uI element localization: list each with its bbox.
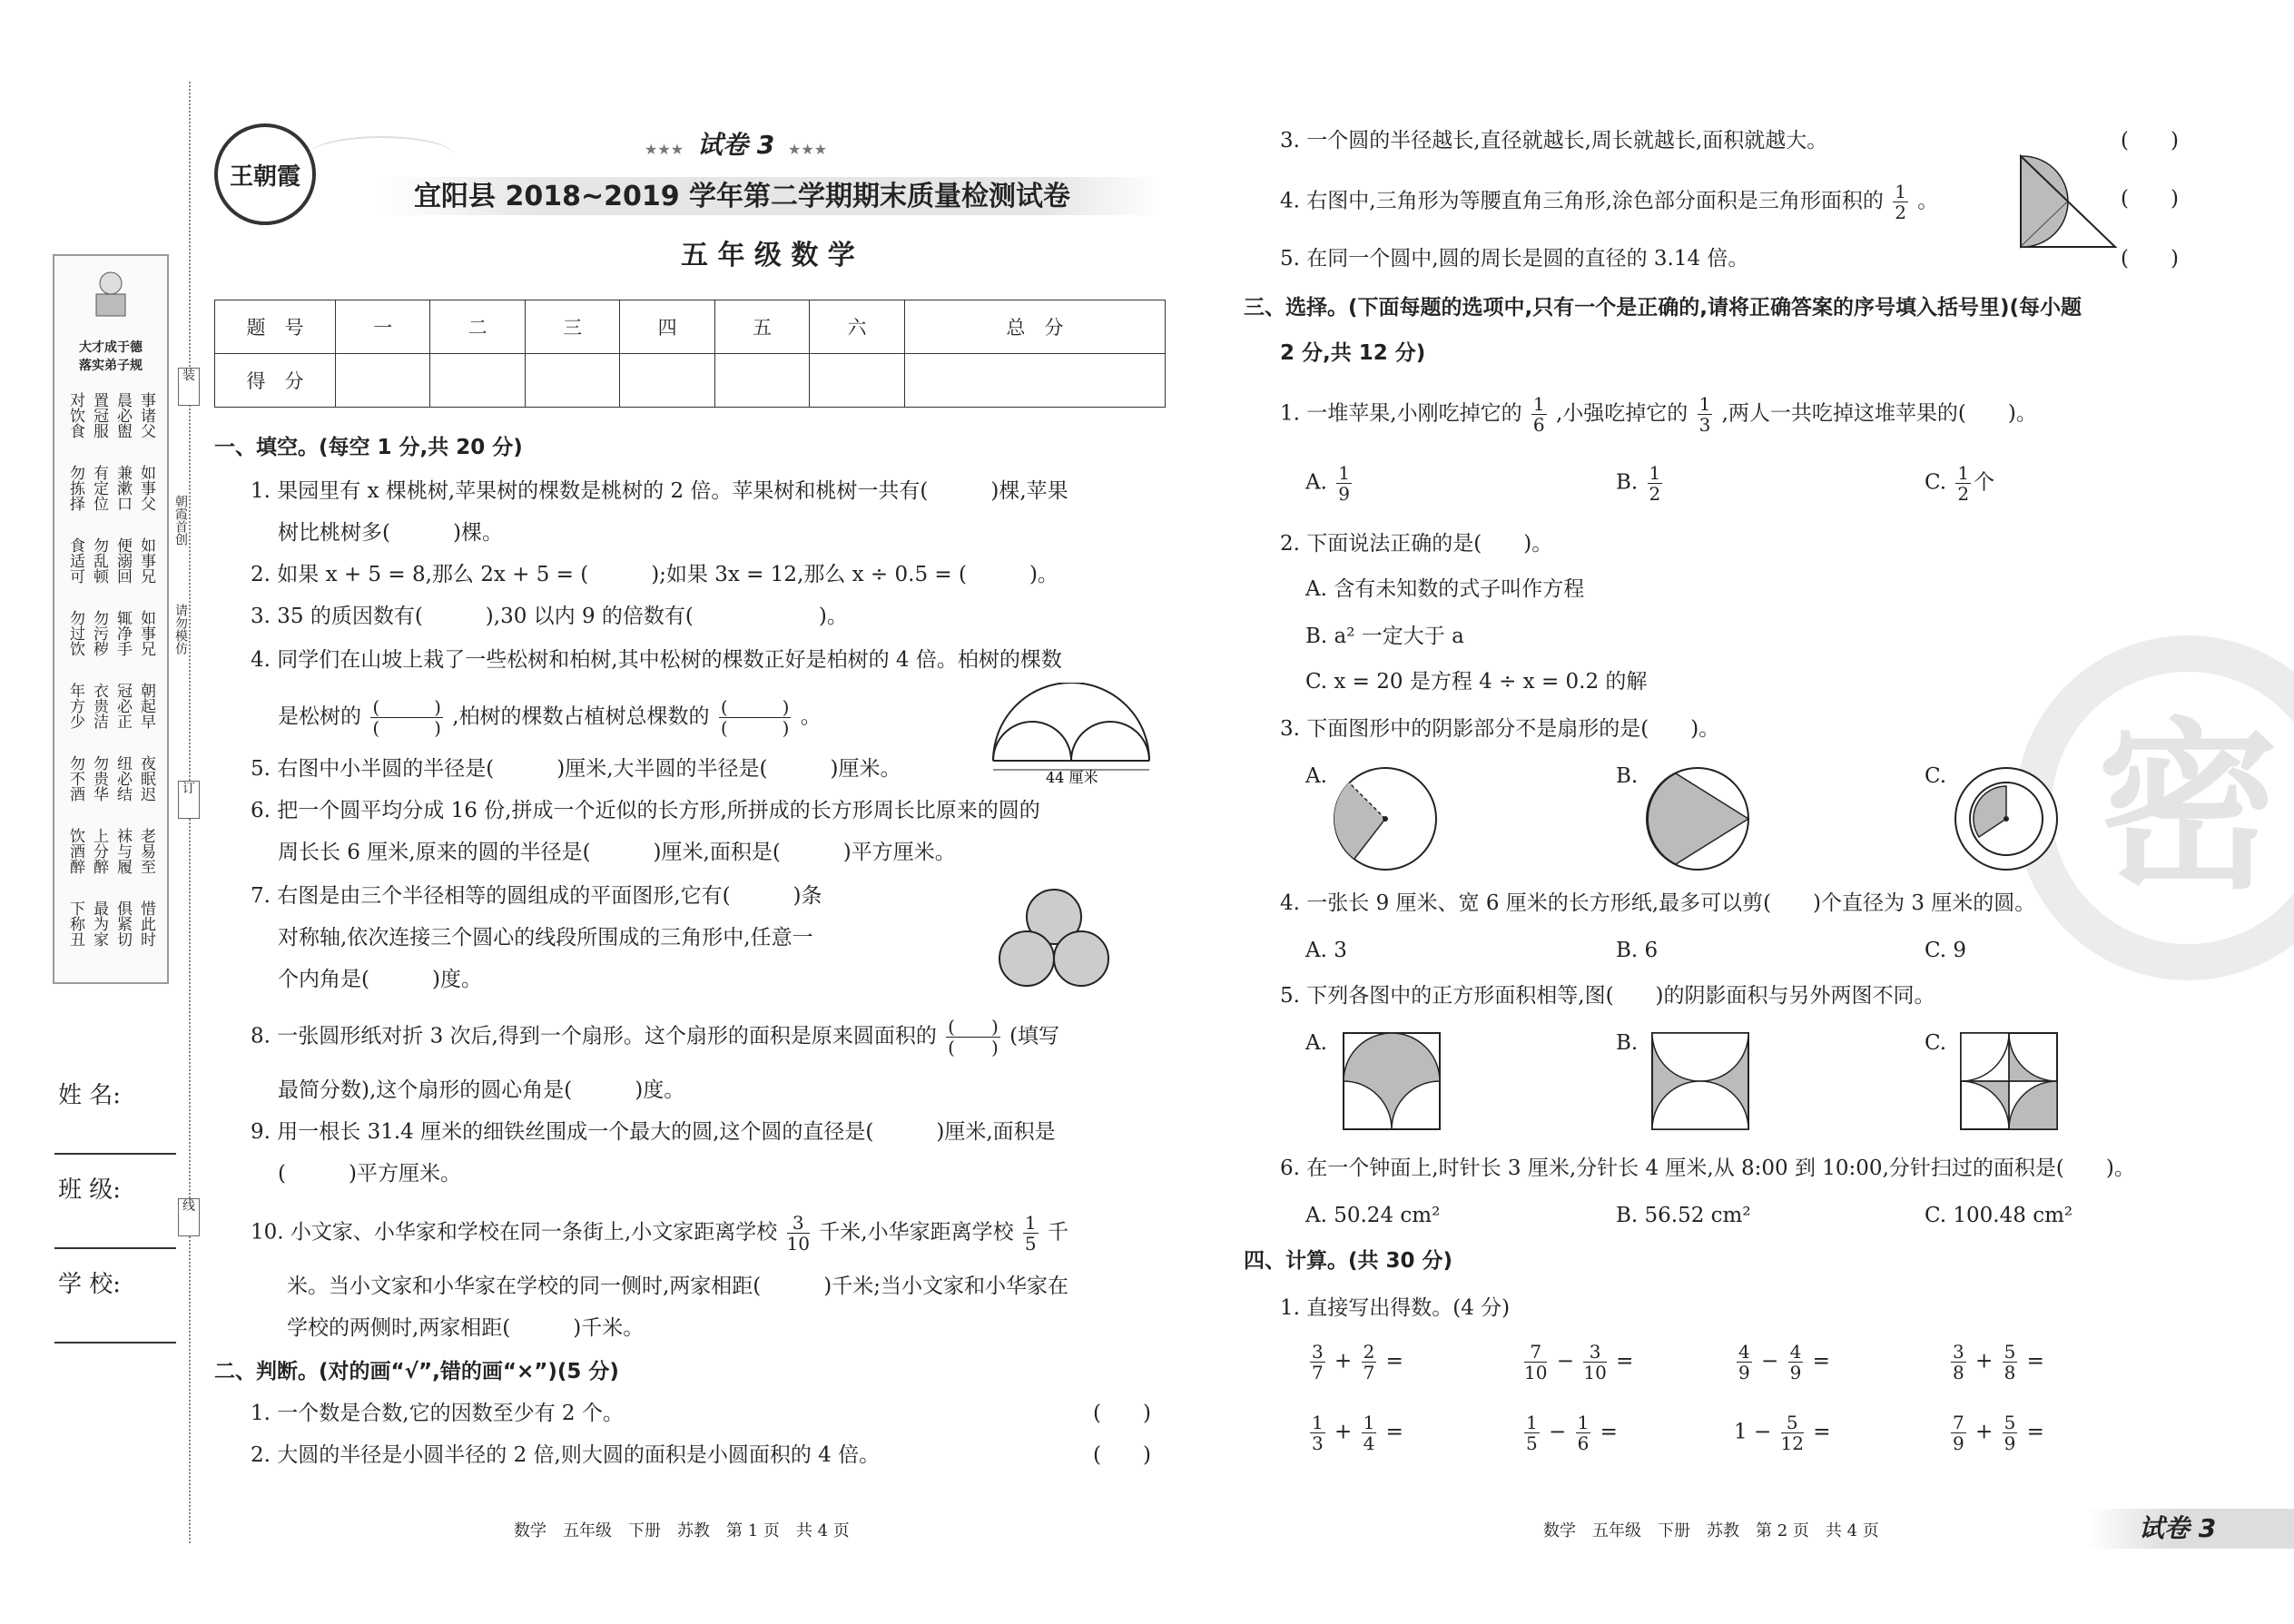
choice-text: ,两人一共吃掉这堆苹果的( )。	[1721, 401, 2037, 426]
score-table	[214, 300, 1166, 408]
q4-line-b	[278, 697, 822, 738]
sidebar-verse-column: 下称丑	[66, 901, 84, 947]
three-circles-figure	[997, 886, 1111, 989]
sidebar-verse-column: 有定位	[90, 465, 108, 511]
sidebar-verse-column: 便溺回	[113, 537, 132, 584]
stars-right: ★★★	[788, 141, 828, 158]
stars-left: ★★★	[645, 141, 684, 158]
blank-fraction[interactable]: $\frac{( )}{( )}$	[372, 696, 441, 739]
fraction: $\frac{1}{6}$	[1577, 1412, 1590, 1454]
fraction: $\frac{5}{8}$	[2004, 1341, 2016, 1383]
sidebar-verse-column: 袜与履	[113, 828, 132, 874]
equals-sign: =	[2020, 1420, 2044, 1444]
choice-q2-option-c[interactable]: C. x = 20 是方程 4 ÷ x = 0.2 的解	[1305, 670, 1648, 694]
score-table-score-row	[215, 354, 1166, 408]
sidebar-verse-column: 上分醉	[90, 828, 108, 874]
fraction: $\frac{1}{3}$	[1312, 1412, 1324, 1454]
brand-logo	[214, 123, 316, 225]
equals-sign: =	[1806, 1349, 1830, 1373]
semicircles-figure	[989, 683, 1153, 784]
calc-expression	[1948, 1412, 2044, 1453]
fraction: $\frac{7}{10}$	[1524, 1341, 1548, 1383]
choice-q1-option-a[interactable]: A. $\frac{1}{9}$	[1305, 462, 1350, 505]
square-figure-a	[1342, 1031, 1443, 1133]
integer: 1	[1734, 1420, 1748, 1444]
fraction: $\frac{1}{5}$	[1024, 1212, 1037, 1255]
side-note: 请勿模仿	[173, 604, 188, 655]
choice-q4-option-c[interactable]: C. 9	[1925, 939, 1967, 962]
judge-answer-5[interactable]: ( )	[2121, 247, 2179, 271]
q4-line-a: 4. 同学们在山坡上栽了一些松树和柏树,其中松树的棵数正好是柏树的 4 倍。柏树的棵数	[251, 648, 1062, 672]
judge-answer-3[interactable]: ( )	[2121, 129, 2179, 153]
section2-heading: 二、判断。(对的画“√”,错的画“×”)(5 分)	[214, 1360, 619, 1383]
sidebar-verse-column: 惜此时	[137, 901, 155, 947]
q6-line-a: 6. 把一个圆平均分成 16 份,拼成一个近似的长方形,所拼成的长方形周长比原来的圆的	[251, 799, 1040, 822]
page-footer-left: 数学 五年级 下册 苏教 第 1 页 共 4 页	[514, 1521, 850, 1540]
sidebar-verse-column: 事诸父	[137, 392, 155, 438]
q7-line-c: 个内角是( )度。	[278, 968, 482, 991]
choice-q5-option-c[interactable]: C.	[1925, 1031, 1947, 1055]
judge-answer-4[interactable]: ( )	[2121, 187, 2179, 211]
equals-sign: =	[1379, 1349, 1403, 1373]
fraction: $\frac{1}{5}$	[1526, 1412, 1538, 1454]
sidebar-verse-column: 老易至	[137, 828, 155, 874]
q8-line-b: 最简分数),这个扇形的圆心角是( )度。	[278, 1078, 685, 1102]
page-footer-right: 数学 五年级 下册 苏教 第 2 页 共 4 页	[1543, 1521, 1879, 1540]
choice-q2-option-a[interactable]: A. 含有未知数的式子叫作方程	[1305, 577, 1585, 601]
calc-expression	[1521, 1412, 1618, 1453]
name-field[interactable]	[54, 1153, 176, 1155]
q8-text: (填写	[1009, 1024, 1060, 1048]
section1-heading: 一、填空。(每空 1 分,共 20 分)	[214, 436, 523, 459]
subject-subtitle: 五 年 级 数 学	[681, 240, 855, 271]
q10-text: 千米,小华家距离学校	[819, 1220, 1014, 1245]
operator: +	[1327, 1349, 1359, 1373]
sidebar-verse-column: 晨必盥	[113, 392, 132, 438]
sidebar-verse-column: 置冠服	[90, 392, 108, 438]
footer-badge: 试卷 3	[2139, 1513, 2217, 1543]
operator: +	[1327, 1420, 1359, 1444]
table-cell: 三	[525, 300, 619, 354]
sidebar-verse-column: 食适可	[66, 537, 84, 584]
choice-q3: 3. 下面图形中的阴影部分不是扇形的是( )。	[1280, 717, 1720, 741]
fraction: $\frac{3}{7}$	[1312, 1341, 1324, 1383]
exam-title: 宜阳县 2018~2019 学年第二学期期末质量检测试卷	[414, 181, 1071, 212]
operator: +	[1968, 1349, 2000, 1373]
fraction: $\frac{1}{2}$	[1895, 181, 1906, 223]
q10-line-a	[251, 1213, 1068, 1254]
choice-q5-option-b[interactable]: B.	[1616, 1031, 1639, 1055]
fraction: $\frac{1}{3}$	[1698, 393, 1711, 436]
q4-text: 。	[800, 704, 822, 729]
fraction: $\frac{3}{8}$	[1953, 1341, 1964, 1383]
choice-q3-option-c[interactable]: C.	[1925, 764, 1947, 788]
judge-item-2: 2. 大圆的半径是小圆半径的 2 倍,则大圆的面积是小圆面积的 4 倍。	[251, 1443, 881, 1467]
table-cell: 题 号	[215, 300, 336, 354]
sidebar-verse-column: 俱紧切	[113, 901, 132, 947]
sidebar-verse-column: 勿不酒	[66, 755, 84, 802]
circle-figure-b	[1643, 764, 1752, 873]
q8-text: 8. 一张圆形纸对折 3 次后,得到一个扇形。这个扇形的面积是原来圆面积的	[251, 1024, 937, 1048]
choice-q6: 6. 在一个钟面上,时针长 3 厘米,分针长 4 厘米,从 8:00 到 10:00,分针扫过的面积是( )。	[1280, 1156, 2135, 1180]
circle-figure-c	[1952, 764, 2061, 873]
sidebar-verse-column: 对饮食	[66, 392, 84, 438]
name-label: 姓 名:	[58, 1082, 122, 1109]
judge-item-5: 5. 在同一个圆中,圆的周长是圆的直径的 3.14 倍。	[1280, 247, 1749, 271]
equals-sign: =	[1593, 1420, 1618, 1444]
section3-heading-cont: 2 分,共 12 分)	[1280, 341, 1426, 365]
table-cell: 总 分	[904, 300, 1165, 354]
sidebar-verse-column: 夜眠迟	[137, 755, 155, 802]
calc-expression	[1307, 1412, 1403, 1453]
q10-line-b: 米。当小文家和小华家在学校的同一侧时,两家相距( )千米;当小文家和小华家在	[287, 1275, 1069, 1298]
table-cell: 六	[810, 300, 904, 354]
choice-q4-option-b[interactable]: B. 6	[1616, 939, 1659, 962]
score-input-cell[interactable]	[904, 354, 1165, 408]
fraction: $\frac{4}{9}$	[1789, 1341, 1802, 1383]
choice-q1-option-b[interactable]: B. $\frac{1}{2}$	[1616, 462, 1661, 505]
logo-text: 王朝霞	[229, 163, 300, 191]
triangle-figure	[2017, 153, 2119, 249]
choice-q6-option-c[interactable]: C. 100.48 cm²	[1925, 1204, 2073, 1227]
sidebar-verse-column: 勿过饮	[66, 610, 84, 656]
operator: −	[1747, 1420, 1778, 1444]
binding-oval: 装	[178, 368, 200, 406]
choice-q6-option-b[interactable]: B. 56.52 cm²	[1616, 1204, 1751, 1227]
circle-figure-a	[1331, 764, 1440, 873]
choice-q4: 4. 一张长 9 厘米、宽 6 厘米的长方形纸,最多可以剪( )个直径为 3 厘米的圆。	[1280, 891, 2036, 915]
school-label: 学 校:	[58, 1271, 122, 1298]
sidebar-verse-column: 年方少	[66, 683, 84, 729]
score-input-cell[interactable]	[810, 354, 904, 408]
score-input-cell[interactable]	[430, 354, 525, 408]
score-table-header-row	[215, 300, 1166, 354]
watermark-text: 密	[2096, 701, 2279, 914]
school-field[interactable]	[54, 1342, 176, 1343]
fraction: $\frac{5}{9}$	[2004, 1412, 2016, 1454]
square-figure-c	[1959, 1031, 2061, 1133]
sidebar-verse-columns	[60, 392, 162, 973]
calc-q1: 1. 直接写出得数。(4 分)	[1280, 1296, 1511, 1320]
q2-line: 2. 如果 x + 5 = 8,那么 2x + 5 = ( );如果 3x = 12,那么 x ÷ 0.5 = ( )。	[251, 563, 1058, 586]
equals-sign: =	[1609, 1349, 1634, 1373]
table-cell: 四	[620, 300, 714, 354]
sidebar-verse-column: 兼漱口	[113, 465, 132, 511]
binding-oval: 线	[178, 1198, 200, 1236]
operator: −	[1550, 1349, 1581, 1373]
operator: +	[1968, 1420, 2000, 1444]
equals-sign: =	[1807, 1420, 1831, 1444]
sidebar-motto-panel	[53, 254, 169, 984]
q9-line-b: ( )平方厘米。	[278, 1162, 461, 1186]
choice-text: 1. 一堆苹果,小刚吃掉它的	[1280, 401, 1522, 426]
q3-line: 3. 35 的质因数有( ),30 以内 9 的倍数有( )。	[251, 605, 848, 628]
sidebar-verse-column: 勿拣择	[66, 465, 84, 511]
paper-badge: 试卷 3	[697, 130, 775, 160]
q10-text: 10. 小文家、小华家和学校在同一条街上,小文家距离学校	[251, 1220, 778, 1245]
blank-fraction[interactable]: $\frac{( )}{( )}$	[720, 696, 790, 739]
choice-q6-option-a[interactable]: A. 50.24 cm²	[1305, 1204, 1441, 1227]
square-figure-b	[1650, 1031, 1752, 1133]
sidebar-verse-column: 勿污秽	[90, 610, 108, 656]
scholar-figure-icon	[89, 269, 133, 318]
judge-item-4	[1280, 182, 1938, 222]
ribbon-decoration	[309, 136, 454, 174]
fraction: $\frac{1}{4}$	[1363, 1412, 1375, 1454]
table-cell: 二	[430, 300, 525, 354]
q7-line-b: 对称轴,依次连接三个圆心的线段所围成的三角形中,任意一	[278, 926, 813, 950]
fraction: $\frac{3}{10}$	[786, 1212, 810, 1255]
sidebar-verse-column: 冠必正	[113, 683, 132, 729]
sidebar-verse-column: 如事兄	[137, 537, 155, 584]
score-input-cell[interactable]	[336, 354, 430, 408]
sidebar-verse-column: 纽必结	[113, 755, 132, 802]
table-cell: 五	[714, 300, 809, 354]
calc-expression	[1948, 1342, 2044, 1383]
class-field[interactable]	[54, 1247, 176, 1249]
table-cell: 一	[336, 300, 430, 354]
q1-line-b: 树比桃树多( )棵。	[278, 521, 503, 545]
equals-sign: =	[1379, 1420, 1403, 1444]
q4-text: ,柏树的棵数占植树总棵数的	[452, 704, 710, 729]
table-cell: 得 分	[215, 354, 336, 408]
choice-q3-option-b[interactable]: B.	[1616, 764, 1639, 788]
sidebar-verse-column: 辄净手	[113, 610, 132, 656]
fraction: $\frac{5}{12}$	[1780, 1412, 1804, 1454]
fraction: $\frac{4}{9}$	[1738, 1341, 1750, 1383]
q10-text: 千	[1047, 1220, 1068, 1245]
q8-line-a	[251, 1017, 1059, 1058]
q6-line-b: 周长长 6 厘米,原来的圆的半径是( )厘米,面积是( )平方厘米。	[278, 841, 956, 864]
sidebar-verse-column: 如事父	[137, 465, 155, 511]
sidebar-verse-column: 勿贵华	[90, 755, 108, 802]
q4-text: 是松树的	[278, 704, 361, 729]
q10-line-c: 学校的两侧时,两家相距( )千米。	[287, 1316, 645, 1340]
q1-line-a: 1. 果园里有 x 棵桃树,苹果树的棵数是桃树的 2 倍。苹果树和桃树一共有( )棵,苹果	[251, 479, 1068, 503]
choice-q5: 5. 下列各图中的正方形面积相等,图( )的阴影面积与另外两图不同。	[1280, 984, 1935, 1008]
calc-expression	[1307, 1342, 1403, 1383]
judge-item-1: 1. 一个数是合数,它的因数至少有 2 个。	[251, 1402, 624, 1425]
class-label: 班 级:	[58, 1176, 122, 1204]
choice-q5-option-a[interactable]: A.	[1305, 1031, 1327, 1055]
sidebar-verse-column: 勿乱顿	[90, 537, 108, 584]
judge-item-3: 3. 一个圆的半径越长,直径就越长,周长就越长,面积就越大。	[1280, 129, 1828, 153]
sidebar-verse-column: 衣贵洁	[90, 683, 108, 729]
sidebar-motto-line: 落实弟子规	[79, 359, 143, 373]
calc-expression	[1734, 1342, 1830, 1383]
operator: −	[1541, 1420, 1573, 1444]
operator: −	[1754, 1349, 1786, 1373]
fraction: $\frac{1}{6}$	[1532, 393, 1545, 436]
fraction: $\frac{3}{10}$	[1583, 1341, 1607, 1383]
judge-answer-2[interactable]: ( )	[1093, 1443, 1151, 1467]
blank-fraction[interactable]: $\frac{( )}{( )}$	[948, 1016, 999, 1058]
binding-oval: 订	[178, 781, 200, 819]
score-input-cell[interactable]	[525, 354, 619, 408]
sidebar-verse-column: 饮酒醉	[66, 828, 84, 874]
section4-heading: 四、计算。(共 30 分)	[1244, 1249, 1453, 1273]
section3-heading: 三、选择。(下面每题的选项中,只有一个是正确的,请将正确答案的序号填入括号里)(每小题	[1244, 296, 2082, 320]
sidebar-verse-column: 朝起早	[137, 683, 155, 729]
sidebar-motto-line: 大才成于德	[79, 340, 143, 355]
calc-expression	[1521, 1342, 1633, 1383]
judge-text: 4. 右图中,三角形为等腰直角三角形,涂色部分面积是三角形面积的	[1280, 189, 1884, 213]
fraction: $\frac{7}{9}$	[1953, 1412, 1964, 1454]
q9-line-a: 9. 用一根长 31.4 厘米的细铁丝围成一个最大的圆,这个圆的直径是( )厘米,面积是	[251, 1120, 1056, 1144]
q7-line-a: 7. 右图是由三个半径相等的圆组成的平面图形,它有( )条	[251, 884, 822, 908]
sidebar-verse-column: 最为家	[90, 901, 108, 947]
choice-text: ,小强吃掉它的	[1555, 401, 1689, 426]
side-note: 朝霞首创	[173, 495, 188, 546]
choice-q4-option-a[interactable]: A. 3	[1305, 939, 1347, 962]
choice-q2-option-b[interactable]: B. a² 一定大于 a	[1305, 625, 1464, 648]
judge-answer-1[interactable]: ( )	[1093, 1402, 1151, 1425]
sidebar-verse-column: 如事兄	[137, 610, 155, 656]
choice-q1	[1280, 394, 2037, 435]
judge-text: 。	[1917, 189, 1939, 213]
choice-q2: 2. 下面说法正确的是( )。	[1280, 532, 1553, 556]
fraction: $\frac{2}{7}$	[1363, 1341, 1375, 1383]
score-input-cell[interactable]	[620, 354, 714, 408]
score-input-cell[interactable]	[714, 354, 809, 408]
q5-line: 5. 右图中小半圆的半径是( )厘米,大半圆的半径是( )厘米。	[251, 757, 901, 781]
calc-expression	[1734, 1412, 1831, 1453]
semicircle-label: 44 厘米	[1046, 769, 1098, 784]
choice-q3-option-a[interactable]: A.	[1305, 764, 1327, 788]
choice-q1-option-c[interactable]: C. $\frac{1}{2}$ 个	[1925, 462, 1995, 505]
equals-sign: =	[2020, 1349, 2044, 1373]
